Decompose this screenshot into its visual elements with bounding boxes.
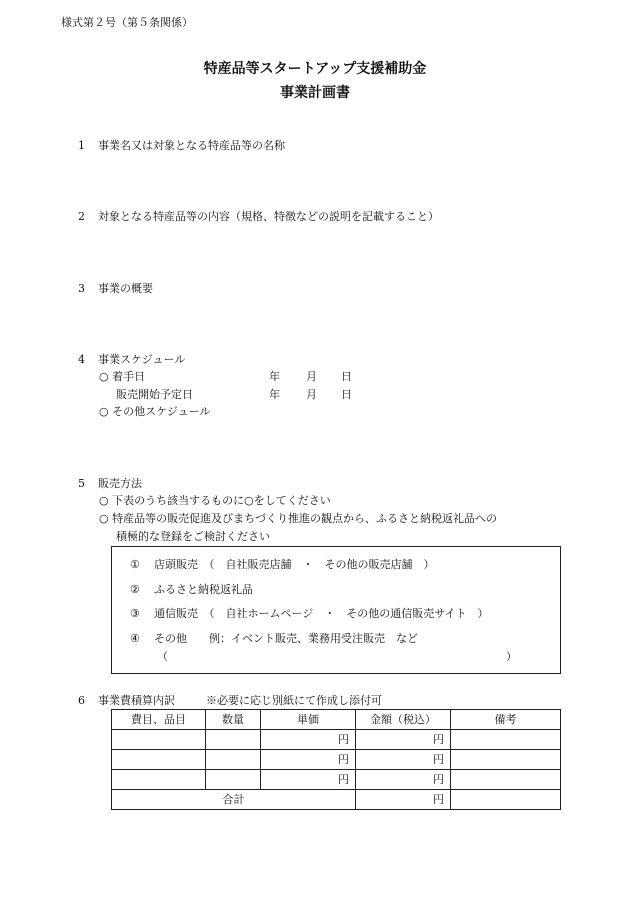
schedule-start-label: ○ 着手日 (99, 370, 146, 383)
schedule-sales-day: 日 (341, 388, 352, 401)
schedule-sales-month: 月 (306, 388, 317, 401)
amount-cell[interactable]: 円 (356, 770, 451, 790)
section-1-label: 事業名又は対象となる特産品等の名称 (98, 139, 285, 152)
total-label: 合計 (112, 790, 356, 810)
header-unit-price: 単価 (261, 710, 356, 730)
total-row (112, 790, 561, 810)
section-6-number: 6 (78, 694, 85, 707)
total-remarks-cell[interactable] (451, 790, 561, 810)
sales-method-box (111, 546, 561, 674)
header-item: 費目、品目 (112, 710, 206, 730)
item-cell[interactable] (112, 750, 206, 770)
section-4-label: 事業スケジュール (98, 353, 186, 366)
section-5-label: 販売方法 (98, 477, 142, 490)
schedule-start-month: 月 (306, 370, 317, 383)
header-quantity: 数量 (206, 710, 261, 730)
quantity-cell[interactable] (206, 750, 261, 770)
option-4-paren-open: （ (157, 650, 168, 663)
schedule-sales-year: 年 (269, 388, 280, 401)
section-5-number: 5 (78, 477, 85, 490)
form-number: 様式第２号（第５条関係） (61, 16, 193, 29)
section-3-number: 3 (78, 282, 85, 295)
quantity-cell[interactable] (206, 770, 261, 790)
total-amount-cell[interactable]: 円 (356, 790, 451, 810)
unit-price-cell[interactable]: 円 (261, 750, 356, 770)
section-4-number: 4 (78, 353, 85, 366)
option-4-text: その他 例：イベント販売、業務用受注販売 など (154, 632, 418, 645)
sales-note-2a: ○ 特産品等の販売促進及びまちづくり推進の観点から、ふるさと納税返礼品への (99, 512, 497, 525)
amount-cell[interactable]: 円 (356, 730, 451, 750)
sales-note-1: ○ 下表のうち該当するものに○をしてください (99, 494, 331, 507)
table-row (112, 770, 561, 790)
quantity-cell[interactable] (206, 730, 261, 750)
remarks-cell[interactable] (451, 770, 561, 790)
section-2-number: 2 (78, 210, 85, 223)
schedule-start-day: 日 (341, 370, 352, 383)
option-2-mark: ② (130, 583, 140, 596)
unit-price-cell[interactable]: 円 (261, 730, 356, 750)
section-6-label: 事業費積算内訳 (98, 694, 175, 707)
remarks-cell[interactable] (451, 750, 561, 770)
option-3-text: 通信販売 （ 自社ホームページ ・ その他の通信販売サイト ） (154, 607, 489, 620)
remarks-cell[interactable] (451, 730, 561, 750)
section-2-label: 対象となる特産品等の内容（規格、特徴などの説明を記載すること） (98, 210, 439, 223)
table-row (112, 730, 561, 750)
amount-cell[interactable]: 円 (356, 750, 451, 770)
schedule-start-year: 年 (269, 370, 280, 383)
sales-note-2b: 積極的な登録をご検討ください (116, 530, 270, 543)
header-remarks: 備考 (451, 710, 561, 730)
option-2-text: ふるさと納税返礼品 (154, 583, 253, 596)
page-subtitle: 事業計画書 (280, 85, 350, 101)
item-cell[interactable] (112, 770, 206, 790)
header-amount: 金額（税込） (356, 710, 451, 730)
option-4-paren-close: ） (506, 650, 517, 663)
schedule-other-label: ○ その他スケジュール (99, 405, 211, 418)
item-cell[interactable] (112, 730, 206, 750)
section-3-label: 事業の概要 (98, 282, 153, 295)
unit-price-cell[interactable]: 円 (261, 770, 356, 790)
section-1-number: 1 (78, 139, 85, 152)
table-row (112, 750, 561, 770)
schedule-sales-start-label: 販売開始予定日 (116, 388, 193, 401)
option-3-mark: ③ (130, 607, 140, 620)
section-6-note: ※必要に応じ別紙にて作成し添付可 (206, 694, 382, 707)
page-title: 特産品等スタートアップ支援補助金 (203, 61, 427, 77)
option-1-mark: ① (130, 558, 140, 571)
cost-table (111, 709, 561, 810)
option-4-mark: ④ (130, 632, 140, 645)
table-header-row (112, 710, 561, 730)
option-1-text: 店頭販売 （ 自社販売店舗 ・ その他の販売店舗 ） (154, 558, 435, 571)
